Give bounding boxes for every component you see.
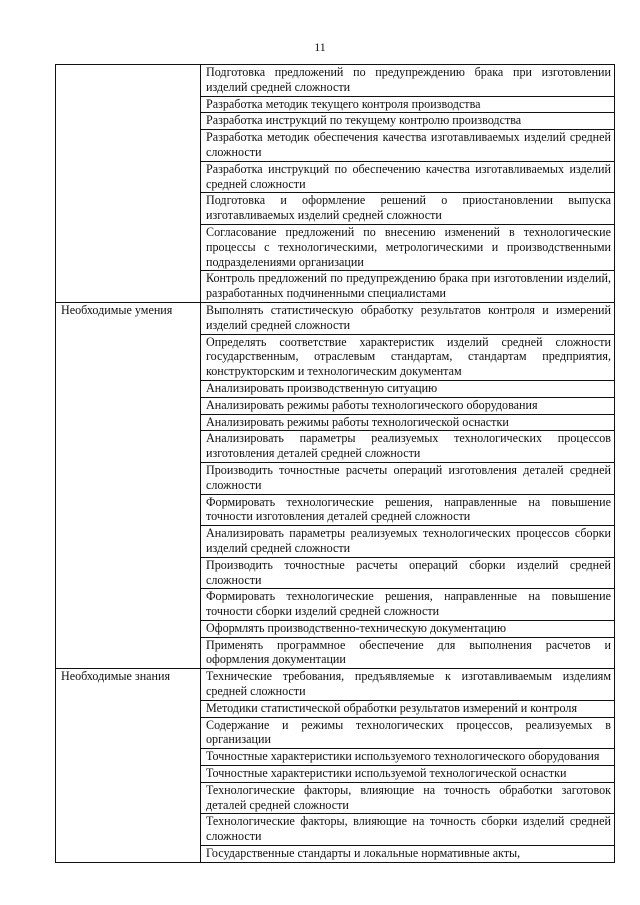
requirement-item: Формировать технологические решения, направленные на повышение точности сборки изделий средней сложности: [201, 589, 615, 621]
requirement-item: Точностные характеристики используемой технологической оснастки: [201, 766, 615, 783]
requirement-item: Разработка методик текущего контроля производства: [201, 96, 615, 113]
requirement-item: Применять программное обеспечение для выполнения расчетов и оформления документации: [201, 637, 615, 669]
requirement-item: Анализировать производственную ситуацию: [201, 380, 615, 397]
requirements-table: [55, 64, 615, 863]
requirements-table-body: [56, 65, 615, 863]
requirement-item: Государственные стандарты и локальные нормативные акты,: [201, 846, 615, 863]
requirement-item: Разработка инструкций по обеспечению качества изготавливаемых изделий средней сложности: [201, 161, 615, 193]
requirement-item: Технологические факторы, влияющие на точность сборки изделий средней сложности: [201, 814, 615, 846]
requirement-item: Анализировать параметры реализуемых технологических процессов изготовления деталей средней сложности: [201, 431, 615, 463]
requirement-item: Анализировать режимы работы технологического оборудования: [201, 397, 615, 414]
requirement-item: Анализировать режимы работы технологической оснастки: [201, 414, 615, 431]
section-label: Необходимые умения: [56, 302, 201, 668]
requirement-item: Подготовка предложений по предупреждению брака при изготовлении изделий средней сложности: [201, 65, 615, 97]
page-number: 11: [314, 40, 326, 54]
requirement-item: Согласование предложений по внесению изменений в технологические процессы с технологическими, метрологическими и производственными подразделениями организации: [201, 224, 615, 270]
requirement-item: Анализировать параметры реализуемых технологических процессов сборки изделий средней сложности: [201, 526, 615, 558]
requirement-item: Оформлять производственно-техническую документацию: [201, 620, 615, 637]
requirement-item: Производить точностные расчеты операций сборки изделий средней сложности: [201, 557, 615, 589]
section-label: [56, 65, 201, 303]
requirement-item: Определять соответствие характеристик изделий средней сложности государственным, отраслевым стандартам, стандартам предприятия, конструкторским и технологическим документам: [201, 334, 615, 380]
requirement-item: Разработка методик обеспечения качества изготавливаемых изделий средней сложности: [201, 130, 615, 162]
section-label: Необходимые знания: [56, 669, 201, 863]
table-row: [56, 302, 615, 334]
requirement-item: Разработка инструкций по текущему контролю производства: [201, 113, 615, 130]
requirement-item: Технологические факторы, влияющие на точность обработки заготовок деталей средней сложности: [201, 782, 615, 814]
requirement-item: Методики статистической обработки результатов измерений и контроля: [201, 700, 615, 717]
requirement-item: Содержание и режимы технологических процессов, реализуемых в организации: [201, 717, 615, 749]
requirement-item: Подготовка и оформление решений о приостановлении выпуска изготавливаемых изделий средней сложности: [201, 193, 615, 225]
requirement-item: Контроль предложений по предупреждению брака при изготовлении изделий, разработанных подчиненными специалистами: [201, 271, 615, 303]
table-row: [56, 669, 615, 701]
requirement-item: Технические требования, предъявляемые к изготавливаемым изделиям средней сложности: [201, 669, 615, 701]
requirement-item: Точностные характеристики используемого технологического оборудования: [201, 749, 615, 766]
requirement-item: Формировать технологические решения, направленные на повышение точности изготовления деталей средней сложности: [201, 494, 615, 526]
requirement-item: Выполнять статистическую обработку результатов контроля и измерений изделий средней сложности: [201, 302, 615, 334]
requirement-item: Производить точностные расчеты операций изготовления деталей средней сложности: [201, 462, 615, 494]
table-row: [56, 65, 615, 97]
